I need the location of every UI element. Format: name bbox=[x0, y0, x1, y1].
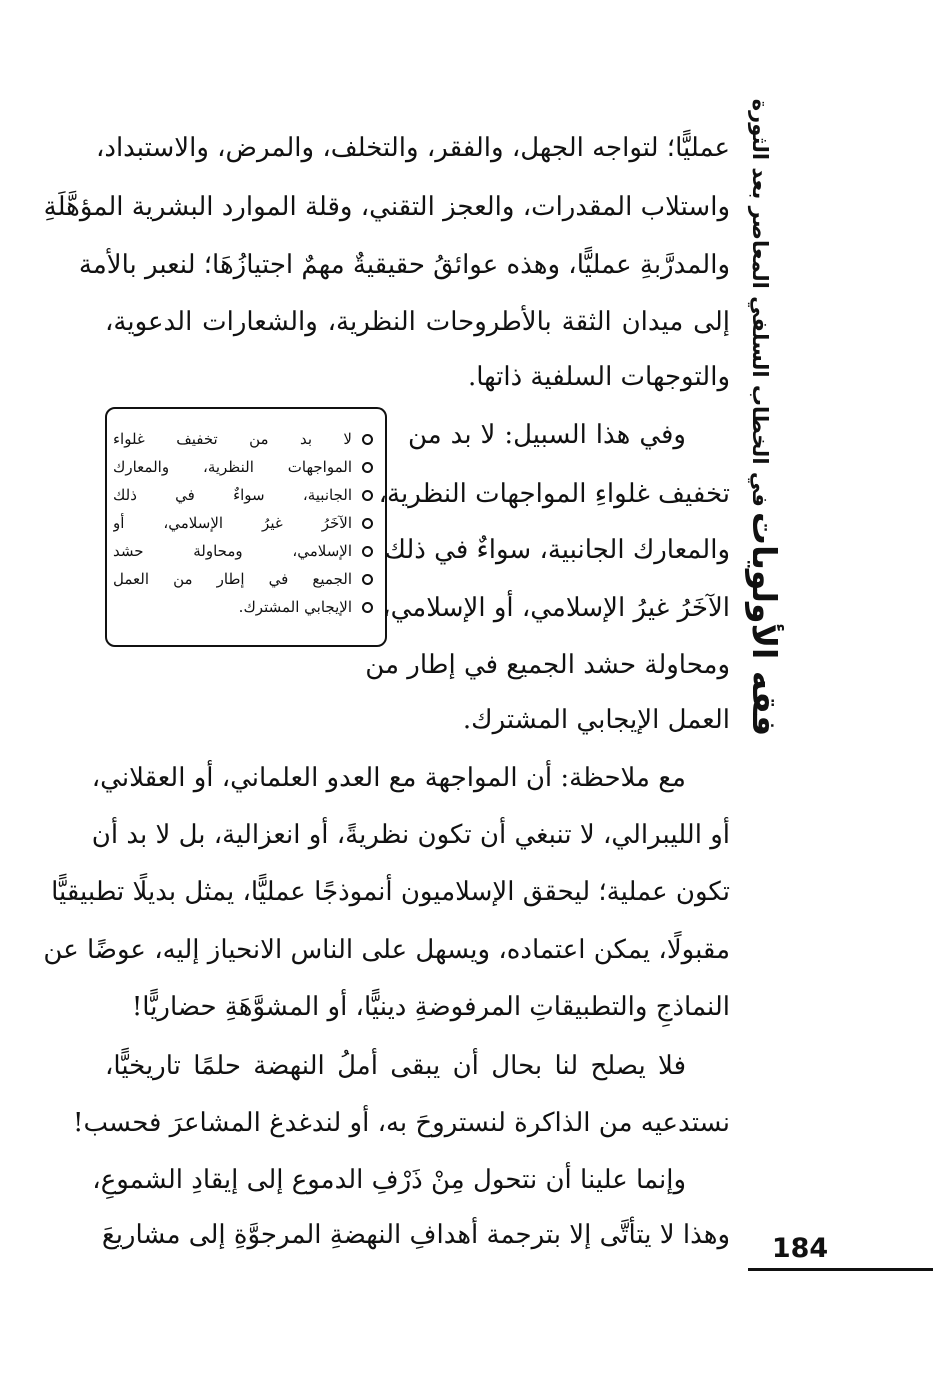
text-line: والمعارك الجانبية، سواءٌ في ذلك bbox=[384, 535, 730, 565]
callout-text: الجميع في إطار من العمل bbox=[113, 570, 352, 588]
text-line: نستدعيه من الذاكرة لنستروحَ به، أو لندغدغ المشاعرَ فحسب! bbox=[73, 1108, 730, 1138]
text-line: النماذجِ والتطبيقاتِ المرفوضةِ دينيًّا، أو المشوَّهَةِ حضاريًّا! bbox=[131, 992, 730, 1022]
circle-bullet-icon bbox=[362, 462, 373, 473]
book-subtitle: في الخطاب السلفي المعاصر بعد الثورة bbox=[748, 98, 773, 507]
text-line: فلا يصلح لنا بحال أن يبقى أملُ النهضة حلمًا تاريخيًّا، bbox=[105, 1051, 686, 1081]
pull-quote-box bbox=[105, 407, 387, 647]
circle-bullet-icon bbox=[362, 602, 373, 613]
circle-bullet-icon bbox=[362, 434, 373, 445]
callout-text: لا بد من تخفيف غلواء bbox=[113, 430, 352, 448]
callout-line bbox=[113, 482, 373, 508]
callout-text: المواجهات النظرية، والمعارك bbox=[113, 458, 352, 476]
callout-text: الإسلامي، ومحاولة حشد bbox=[113, 542, 352, 560]
circle-bullet-icon bbox=[362, 546, 373, 557]
text-line: وفي هذا السبيل: لا بد من bbox=[408, 420, 686, 450]
text-line: تخفيف غلواءِ المواجهات النظرية، bbox=[378, 479, 730, 509]
text-line: والمدرَّبةِ عمليًّا، وهذه عوائقُ حقيقيةٌ مهمٌ اجتيازُهَا؛ لنعبر بالأمة bbox=[78, 250, 730, 280]
text-line: أو الليبرالي، لا تنبغي أن تكون نظريةً، أو انعزالية، بل لا بد أن bbox=[91, 820, 730, 850]
callout-text: الإيجابي المشترك. bbox=[238, 598, 352, 616]
circle-bullet-icon bbox=[362, 574, 373, 585]
text-line: واستلاب المقدرات، والعجز التقني، وقلة الموارد البشرية المؤهَّلَةِ bbox=[43, 192, 730, 222]
callout-line bbox=[113, 454, 373, 480]
callout-text: الآخَرُ غيرُ الإسلامي، أو bbox=[113, 514, 352, 532]
callout-line bbox=[113, 566, 373, 592]
text-line: إلى ميدان الثقة بالأطروحات النظرية، والشعارات الدعوية، bbox=[105, 307, 730, 337]
circle-bullet-icon bbox=[362, 490, 373, 501]
page-number: 184 bbox=[771, 1233, 829, 1264]
circle-bullet-icon bbox=[362, 518, 373, 529]
callout-line bbox=[113, 594, 373, 620]
text-line: وإنما علينا أن نتحول مِنْ ذَرْفِ الدموع إلى إيقادِ الشموعِ، bbox=[92, 1165, 686, 1195]
folio-rule bbox=[748, 1268, 933, 1271]
book-title: فقه الأولويات bbox=[745, 511, 785, 737]
text-line: والتوجهات السلفية ذاتها. bbox=[467, 362, 730, 392]
running-header bbox=[735, 98, 795, 737]
text-line: الآخَرُ غيرُ الإسلامي، أو الإسلامي، bbox=[382, 593, 730, 623]
text-line: وهذا لا يتأتَّى إلا بترجمة أهدافِ النهضةِ المرجوَّةِ إلى مشاريعَ bbox=[101, 1220, 730, 1250]
running-header-text bbox=[745, 99, 784, 736]
callout-text: الجانبية، سواءٌ في ذلك bbox=[113, 486, 352, 504]
callout-line bbox=[113, 510, 373, 536]
callout-line bbox=[113, 426, 373, 452]
text-line: مقبولًا، يمكن اعتماده، ويسهل على الناس الانحياز إليه، عوضًا عن bbox=[43, 935, 730, 965]
text-line: مع ملاحظة: أن المواجهة مع العدو العلماني، أو العقلاني، bbox=[91, 763, 686, 793]
callout-line bbox=[113, 538, 373, 564]
text-line: عمليًّا؛ لتواجه الجهل، والفقر، والتخلف، والمرض، والاستبداد، bbox=[95, 133, 730, 163]
text-line: تكون عملية؛ ليحقق الإسلاميون أنموذجًا عمليًّا، يمثل بديلًا تطبيقيًّا bbox=[51, 877, 730, 907]
text-line: ومحاولة حشد الجميع في إطار من bbox=[365, 650, 730, 680]
text-line: العمل الإيجابي المشترك. bbox=[462, 705, 730, 735]
